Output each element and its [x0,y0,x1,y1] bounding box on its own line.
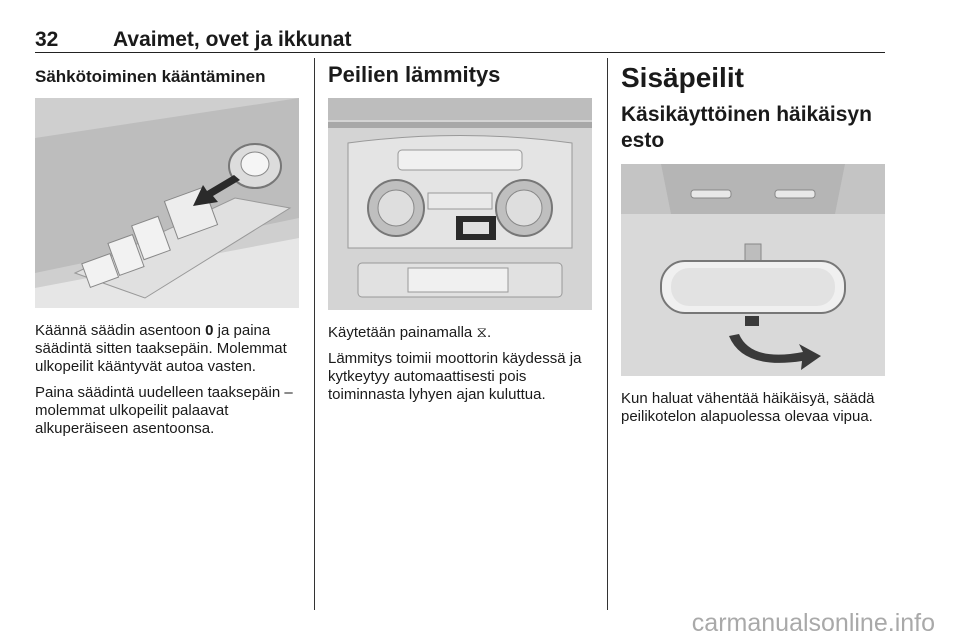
section-heading: Sisäpeilit [621,62,744,93]
column-divider [314,58,315,610]
rearview-mirror-illustration [621,164,885,376]
climate-control-illustration [328,98,592,310]
mirror-switch-illustration [35,98,299,308]
paragraph: Lämmitys toimii moottorin käydessä ja kytkeytyy automaattisesti pois toiminnasta lyhyen ajan kuluttua. [328,350,582,403]
chapter-title: Avaimet, ovet ja ikkunat [113,28,352,51]
page-number: 32 [35,28,59,51]
mirror-heat-icon: ⧖ [476,324,487,341]
section-heading: Peilien lämmitys [328,62,501,87]
paragraph: Käytetään painamalla ⧖. [328,324,492,341]
subsection-heading: Käsikäyttöinen häikäisyn esto [621,103,872,152]
left-column [35,60,300,446]
column-divider [607,58,608,610]
page-header [35,26,885,53]
watermark: carmanualsonline.info [691,609,935,637]
paragraph: Käännä säädin asentoon 0 ja paina säädintä sitten taaksepäin. Molemmat ulkopeilit kääntyvät autoa vasten. [35,322,287,375]
section-heading: Sähkötoiminen kääntäminen [35,67,266,86]
middle-column [328,60,593,412]
paragraph: Paina säädintä uudelleen taaksepäin – molemmat ulkopeilit palaavat alkuperäiseen asentoonsa. [35,384,293,437]
paragraph: Kun haluat vähentää häikäisyä, säädä peilikotelon alapuolessa olevaa vipua. [621,390,875,425]
right-column [621,60,886,434]
